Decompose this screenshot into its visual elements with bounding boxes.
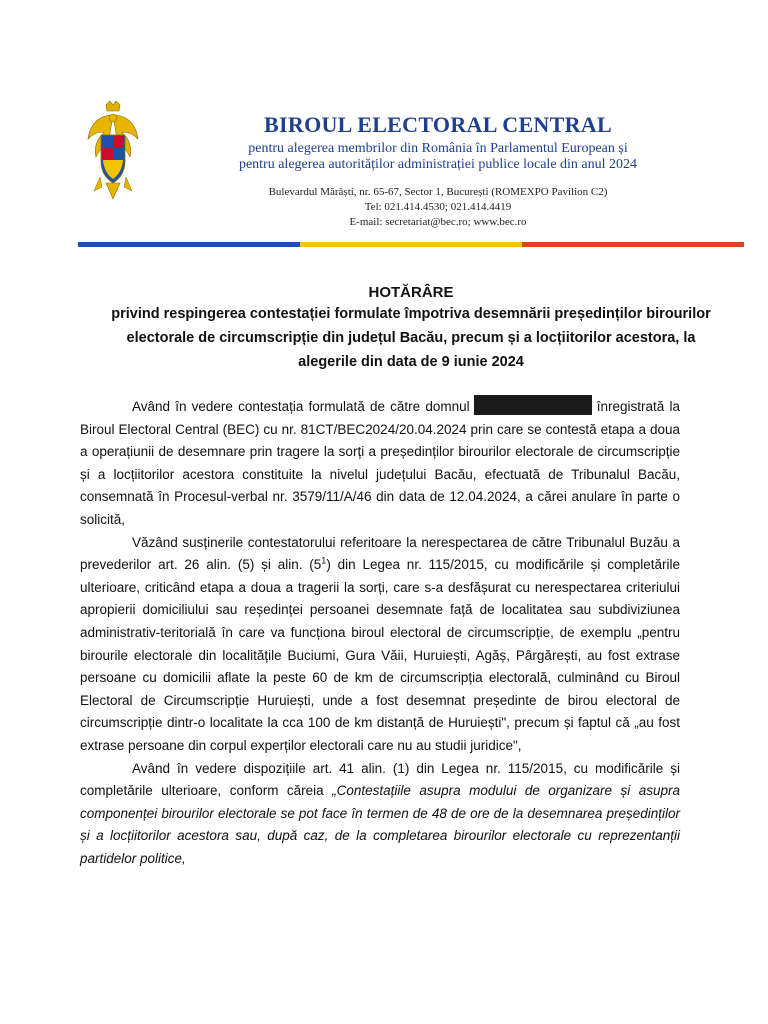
paragraph-1-rest: înregistrată la Biroul Electoral Central (BEC) cu nr. 81CT/BEC2024/20.04.2024 prin care se contestă etapa a doua a operațiunii de desemnare prin tragere la sorți a președinților birourilor electorale de circumscripție și a locțiitorilor acestora constituite la nivelul județului Bacău, efectuată de Tribunalul Bacău, consemnată în Procesul-verbal nr. 3579/11/A/46 din data de 12.04.2024, a cărei anulare în parte o solicită, <box>80 399 680 527</box>
paragraph-2-rest: ) din Legea nr. 115/2015, cu modificările și completările ulterioare, criticând etapa a doua a tragerii la sorți, care s-a desfășurat cu nerespectarea criteriului apropierii domiciliului sau reședinței persoanei desemnate față de localitatea sau subdiviziunea administrativ-teritorială în care va funcționa biroul electoral de circumscripție, de exemplu „pentru birourile electorale din localitățile Buciumi, Gura Văii, Huruiești, Agăș, Pârgărești, au fost extrase persoane cu domicilii aflate la peste 60 de km de circumscripția electorală, culminând cu Biroul Electoral de Circumscripție Huruiești, unde a fost desemnat președinte de birou electoral de circumscripție dintr-o localitate la cca 100 de km distanță de Huruiești", precum și faptul că „au fost extrase persoane din corpul experților electorali care nu au studii juridice", <box>80 557 681 753</box>
divider-yellow <box>300 242 522 247</box>
org-subtitle-line-2: pentru alegerea autorităților administrației publice locale din anul 2024 <box>238 157 638 172</box>
phone: Tel: 021.414.4530; 021.414.4419 <box>364 201 512 213</box>
redaction-box <box>474 395 592 415</box>
address: Bulevardul Mărăști, nr. 65-67, Sector 1, București (ROMEXPO Pavilion C2) <box>268 186 608 198</box>
romanian-coat-of-arms-icon <box>86 99 140 215</box>
paragraph-3-start: Având în vedere dispozițiile art. 41 alin. (1) din Legea nr. 115/2015, cu modificările și completările ulterioare, conform căreia <box>80 760 680 799</box>
document-body <box>80 395 680 870</box>
divider-red <box>522 242 744 247</box>
org-name: BIROUL ELECTORAL CENTRAL <box>264 112 612 137</box>
paragraph-3-quote: „Contestațiile asupra modului de organizare și asupra componenței birourilor electorale se pot face în termen de 48 de ore de la desemnarea președinților și a locțiitorilor acestora sau, după caz, de la completarea birourilor electorale cu reprezentanții partidelor politice, <box>80 783 680 866</box>
paragraph-2 <box>80 532 680 758</box>
paragraph-1 <box>80 395 680 532</box>
divider-blue <box>78 242 300 247</box>
document-subtitle: privind respingerea contestației formulate împotriva desemnării președinților birourilor electorale de circumscripție din județul Bacău, precum și a locțiitorilor acestora, la alegerile din data de 9 iunie 2024 <box>111 306 711 370</box>
org-subtitle-line-1: pentru alegerea membrilor din România în Parlamentul European și <box>248 141 628 156</box>
email-website: E-mail: secretariat@bec.ro; www.bec.ro <box>349 216 527 228</box>
paragraph-3 <box>80 758 680 871</box>
paragraph-2-superscript: 1 <box>321 555 327 566</box>
paragraph-2-start: Văzând susținerile contestatorului referitoare la nerespectarea de către Tribunalul Buzău a prevederilor art. 26 alin. (5) și alin. (5 <box>80 534 680 573</box>
paragraph-1-start: Având în vedere contestația formulată de către domnul <box>132 399 470 414</box>
tricolor-divider <box>78 242 744 247</box>
document-title: HOTĂRÂRE <box>368 284 454 301</box>
